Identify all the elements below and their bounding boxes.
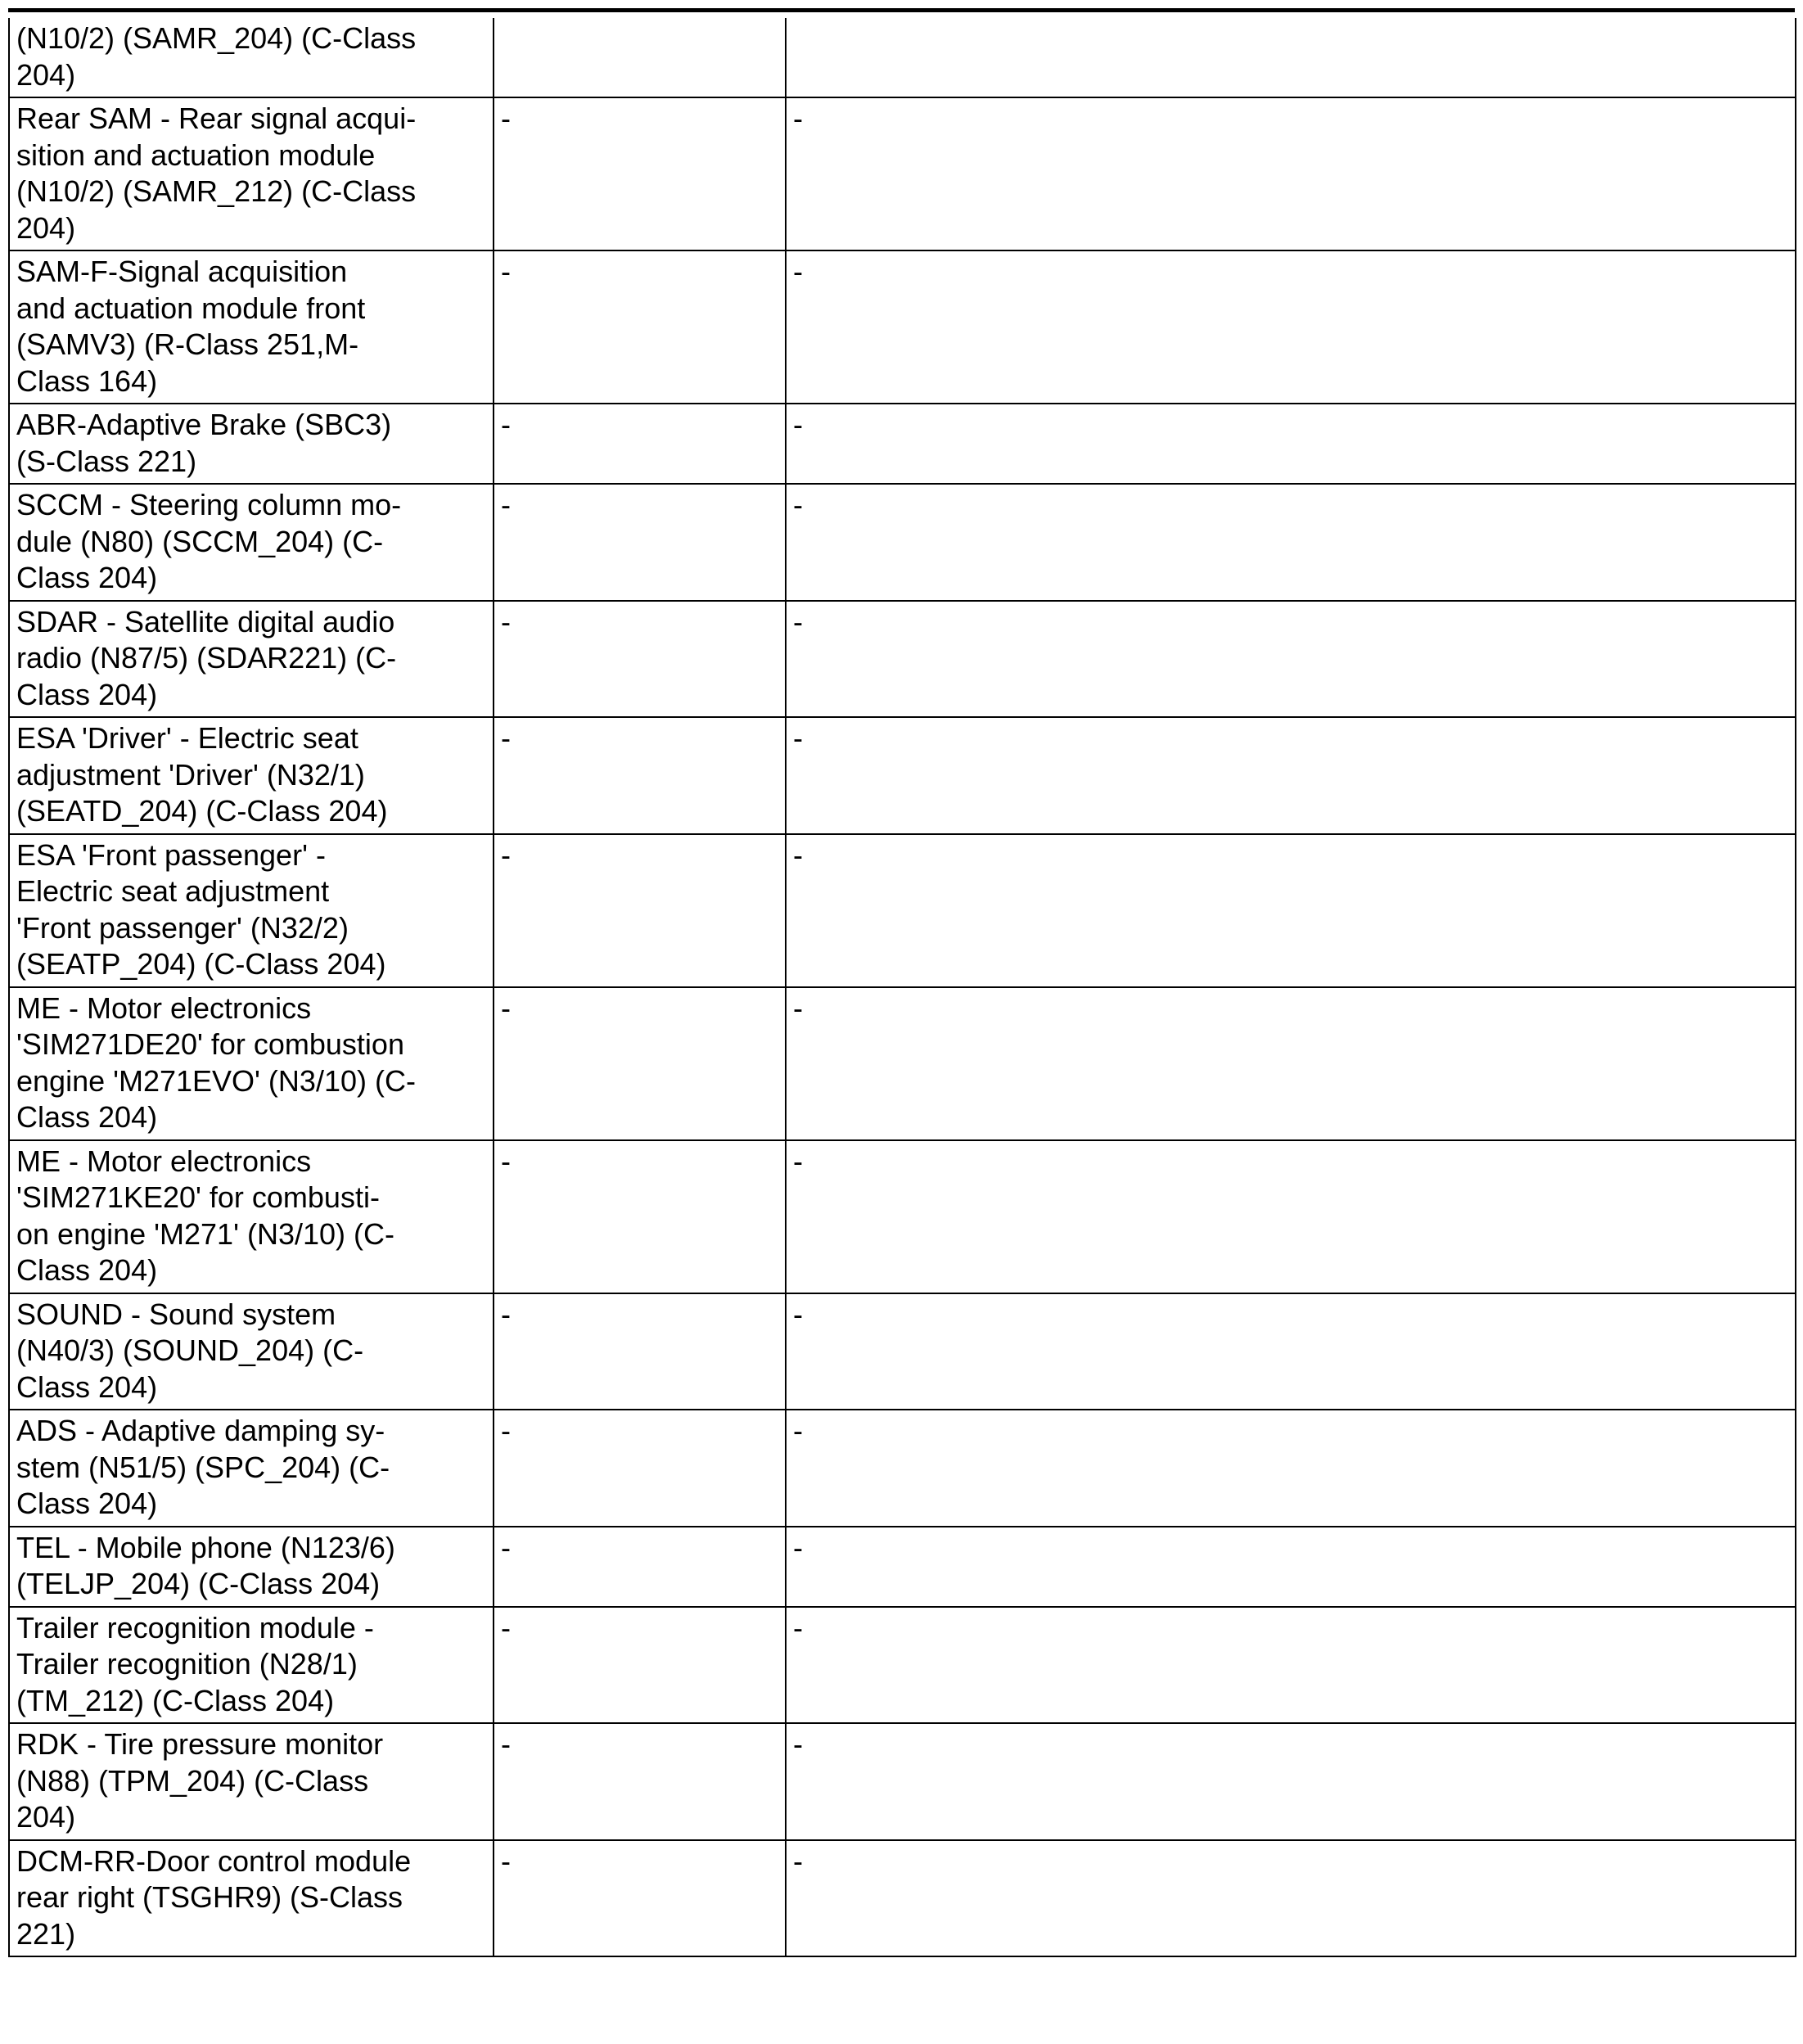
table-row [9, 1723, 1796, 1840]
cell-value: - [501, 990, 511, 1025]
cell-value: - [501, 837, 511, 872]
cell-value: - [793, 1843, 803, 1878]
control-unit-name: ME - Motor electronics 'SIM271KE20' for combusti- on engine 'M271' (N3/10) (C- Class 204) [16, 1144, 394, 1287]
value-cell-3 [786, 484, 1796, 601]
value-cell-3 [786, 18, 1796, 97]
value-cell-3 [786, 404, 1796, 484]
control-unit-name: (N10/2) (SAMR_204) (C-Class 204) [16, 21, 417, 92]
cell-value: - [501, 1297, 511, 1331]
cell-value: - [793, 1414, 803, 1447]
table-row [9, 1527, 1796, 1607]
cell-value: - [501, 1144, 511, 1178]
value-cell-3 [786, 1410, 1796, 1527]
value-cell-3 [786, 1840, 1796, 1957]
control-unit-name-cell [9, 484, 494, 601]
cell-value: - [793, 837, 803, 872]
control-unit-name-cell [9, 1140, 494, 1293]
control-unit-name: ADS - Adaptive damping sy- stem (N51/5) (SPC_204) (C- Class 204) [16, 1414, 390, 1520]
table-row [9, 1293, 1796, 1410]
control-unit-name-cell [9, 1607, 494, 1724]
value-cell-3 [786, 1293, 1796, 1410]
table-row [9, 484, 1796, 601]
control-unit-name: TEL - Mobile phone (N123/6) (TELJP_204) (C-Class 204) [16, 1530, 395, 1600]
value-cell-2 [494, 1293, 786, 1410]
control-unit-name: DCM-RR-Door control module rear right (TSGHR9) (S-Class 221) [16, 1843, 412, 1951]
table-row [9, 717, 1796, 834]
table-row [9, 97, 1796, 250]
control-unit-name-cell [9, 987, 494, 1140]
value-cell-2 [494, 717, 786, 834]
value-cell-2 [494, 1410, 786, 1527]
value-cell-3 [786, 1723, 1796, 1840]
table-row [9, 987, 1796, 1140]
value-cell-2 [494, 601, 786, 718]
value-cell-2 [494, 1723, 786, 1840]
control-unit-name-cell [9, 601, 494, 718]
value-cell-3 [786, 1527, 1796, 1607]
control-unit-name: ABR-Adaptive Brake (SBC3) (S-Class 221) [16, 408, 392, 478]
cell-value: - [793, 408, 803, 441]
control-unit-name: ESA 'Driver' - Electric seat adjustment 'Driver' (N32/1) (SEATD_204) (C-Class 204) [16, 721, 388, 828]
control-unit-name-cell [9, 834, 494, 987]
cell-value: - [501, 1610, 511, 1645]
control-unit-name-cell [9, 1527, 494, 1607]
control-unit-name-cell [9, 18, 494, 97]
control-unit-name-cell [9, 1293, 494, 1410]
cell-value: - [501, 255, 511, 288]
control-unit-table [8, 18, 1796, 1957]
value-cell-2 [494, 1840, 786, 1957]
top-rule [8, 8, 1795, 12]
control-unit-name: SAM-F-Signal acquisition and actuation module front (SAMV3) (R-Class 251,M- Class 164) [16, 255, 366, 398]
value-cell-3 [786, 601, 1796, 718]
value-cell-2 [494, 97, 786, 250]
table-row [9, 404, 1796, 484]
cell-value: - [793, 255, 803, 288]
value-cell-3 [786, 97, 1796, 250]
control-unit-name: Trailer recognition module - Trailer recognition (N28/1) (TM_212) (C-Class 204) [16, 1610, 374, 1717]
control-unit-name: SDAR - Satellite digital audio radio (N87/5) (SDAR221) (C- Class 204) [16, 604, 397, 711]
value-cell-2 [494, 987, 786, 1140]
cell-value: - [501, 1843, 511, 1878]
value-cell-3 [786, 250, 1796, 404]
cell-value: - [793, 1610, 803, 1645]
value-cell-3 [786, 717, 1796, 834]
value-cell-3 [786, 1140, 1796, 1293]
cell-value: - [793, 102, 803, 135]
value-cell-2 [494, 484, 786, 601]
table-row [9, 1140, 1796, 1293]
control-unit-name: ESA 'Front passenger' - Electric seat adjustment 'Front passenger' (N32/2) (SEATP_204) (C-Class 204) [16, 837, 386, 981]
cell-value: - [793, 1144, 803, 1178]
table-row [9, 1607, 1796, 1724]
control-unit-name: Rear SAM - Rear signal acqui- sition and actuation module (N10/2) (SAMR_212) (C-Class 204) [16, 102, 417, 245]
value-cell-2 [494, 404, 786, 484]
value-cell-2 [494, 1527, 786, 1607]
cell-value: - [793, 488, 803, 521]
cell-value: - [501, 604, 511, 638]
cell-value: - [793, 1727, 803, 1761]
value-cell-2 [494, 18, 786, 97]
cell-value: - [793, 990, 803, 1025]
control-unit-name-cell [9, 404, 494, 484]
cell-value: - [501, 102, 511, 135]
control-unit-name-cell [9, 717, 494, 834]
control-unit-name: ME - Motor electronics 'SIM271DE20' for combustion engine 'M271EVO' (N3/10) (C- Class 204) [16, 990, 416, 1134]
cell-value: - [501, 721, 511, 755]
control-unit-name-cell [9, 1410, 494, 1527]
table-row [9, 18, 1796, 97]
cell-value: - [501, 1414, 511, 1447]
cell-value: - [501, 408, 511, 441]
table-row [9, 250, 1796, 404]
value-cell-3 [786, 987, 1796, 1140]
cell-value: - [793, 1297, 803, 1331]
value-cell-2 [494, 834, 786, 987]
value-cell-2 [494, 250, 786, 404]
value-cell-3 [786, 834, 1796, 987]
value-cell-3 [786, 1607, 1796, 1724]
cell-value: - [501, 1727, 511, 1761]
control-unit-name: RDK - Tire pressure monitor (N88) (TPM_204) (C-Class 204) [16, 1727, 384, 1834]
table-row [9, 601, 1796, 718]
cell-value: - [501, 488, 511, 521]
control-unit-name: SCCM - Steering column mo- dule (N80) (SCCM_204) (C- Class 204) [16, 488, 402, 594]
control-unit-name-cell [9, 250, 494, 404]
table-row [9, 834, 1796, 987]
control-unit-name-cell [9, 1723, 494, 1840]
table-row [9, 1410, 1796, 1527]
control-unit-name: SOUND - Sound system (N40/3) (SOUND_204) (C- Class 204) [16, 1297, 364, 1404]
control-unit-name-cell [9, 1840, 494, 1957]
value-cell-2 [494, 1140, 786, 1293]
cell-value: - [793, 604, 803, 638]
cell-value: - [501, 1530, 511, 1564]
table-row [9, 1840, 1796, 1957]
control-unit-name-cell [9, 97, 494, 250]
value-cell-2 [494, 1607, 786, 1724]
cell-value: - [793, 721, 803, 755]
cell-value: - [793, 1530, 803, 1564]
